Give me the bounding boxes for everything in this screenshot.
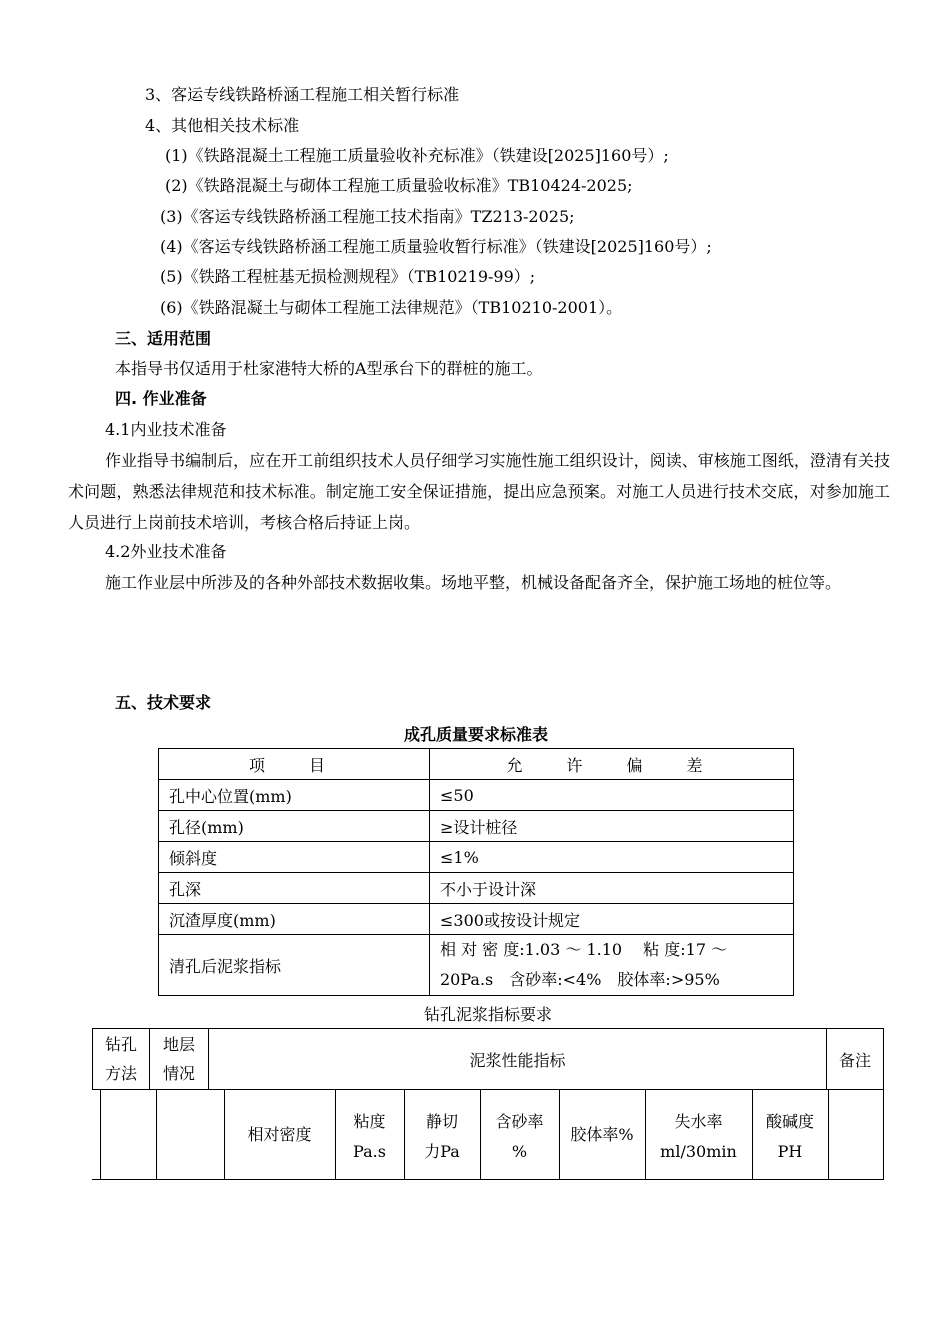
table-bottom-rule: [92, 1179, 884, 1180]
mud-index-table-header: [92, 1028, 884, 1090]
table-cell-item: 沉渣厚度(mm): [159, 904, 430, 935]
table-cell-value: [430, 935, 794, 996]
mud-index-line-1: 相 对 密 度:1.03 ～ 1.10 粘 度:17 ～: [440, 940, 728, 959]
standard-item-3: 3、客运专线铁路桥涵工程施工相关暂行标准: [145, 85, 460, 104]
table-cell-item: 清孔后泥浆指标: [159, 935, 430, 996]
table-1-title: 成孔质量要求标准表: [403, 725, 548, 744]
section-4-2-heading: 4.2外业技术准备: [105, 542, 227, 561]
note-header: 备注: [827, 1029, 884, 1090]
cell-divider: [156, 1089, 157, 1180]
section-4-heading: 四. 作业准备: [115, 389, 207, 408]
table-cell-item: 孔径(mm): [159, 811, 430, 842]
ph-header: 酸碱度 PH: [765, 1112, 814, 1161]
section-4-1-heading: 4.1内业技术准备: [105, 420, 227, 439]
table-row: [159, 842, 794, 873]
table-cell-item: 孔深: [159, 873, 430, 904]
standard-sub-1: (1)《铁路混凝土工程施工质量验收补充标准》（铁建设[2025]160号）;: [165, 146, 669, 165]
table-header-item: 项 目: [159, 749, 430, 780]
table-cell-item: 倾斜度: [159, 842, 430, 873]
viscosity-header: 粘度 Pa.s: [353, 1112, 386, 1161]
table-cell-value: ≤300或按设计规定: [430, 904, 794, 935]
section-3-heading: 三、适用范围: [115, 329, 212, 348]
table-cell-value: ≤50: [430, 780, 794, 811]
table-header-tolerance: 允 许 偏 差: [430, 749, 794, 780]
cell-divider: [883, 1089, 884, 1180]
density-header: 相对密度: [247, 1125, 312, 1144]
colloid-header: 胶体率%: [570, 1125, 634, 1144]
standard-sub-6: (6)《铁路混凝土与砌体工程施工法律规范》（TB10210-2001）。: [160, 298, 623, 317]
drill-method-header: 钻孔 方法: [93, 1029, 150, 1090]
mud-performance-header: 泥浆性能指标: [209, 1029, 827, 1090]
section-3-text: 本指导书仅适用于杜家港特大桥的A型承台下的群桩的施工。: [115, 359, 543, 378]
table-row: [159, 935, 794, 996]
section-4-2-text: 施工作业层中所涉及的各种外部技术数据收集。场地平整，机械设备配备齐全，保护施工场地的桩位等。: [105, 573, 842, 592]
table-cell-value: ≥设计桩径: [430, 811, 794, 842]
table-header-row: [159, 749, 794, 780]
standard-sub-5: (5)《铁路工程桩基无损检测规程》（TB10219-99）;: [160, 267, 536, 286]
strata-header: 地层 情况: [150, 1029, 209, 1090]
section-4-1-text: 作业指导书编制后，应在开工前组织技术人员仔细学习实施性施工组织设计，阅读、审核施工图纸，澄清有关技术问题，熟悉法律规范和技术标准。制定施工安全保证措施，提出应急预案。对施工人员进行技术交底，对参加施工人员进行上岗前技术培训，考核合格后持证上岗。: [68, 451, 890, 532]
standard-sub-3: (3)《客运专线铁路桥涵工程施工技术指南》TZ213-2025;: [160, 207, 575, 226]
table-cell-value: 不小于设计深: [430, 873, 794, 904]
table-row: [159, 873, 794, 904]
table-cell-item: 孔中心位置(mm): [159, 780, 430, 811]
table-2-title: 钻孔泥浆指标要求: [423, 1005, 552, 1024]
standard-item-4: 4、其他相关技术标准: [145, 116, 300, 135]
table-cell-value: ≤1%: [430, 842, 794, 873]
standard-sub-4: (4)《客运专线铁路桥涵工程施工质量验收暂行标准》（铁建设[2025]160号）;: [160, 237, 712, 256]
mud-subheader-row: [100, 1089, 884, 1180]
cell-divider: [828, 1089, 829, 1180]
sand-content-header: 含砂率 %: [495, 1112, 544, 1161]
cell-divider: [100, 1089, 101, 1180]
hole-quality-table: [158, 748, 794, 996]
shear-header: 静切 力Pa: [424, 1112, 460, 1161]
table-row: [159, 811, 794, 842]
section-5-heading: 五、技术要求: [115, 693, 212, 712]
standard-sub-2: (2)《铁路混凝土与砌体工程施工质量验收标准》TB10424-2025;: [165, 176, 633, 195]
mud-index-line-2: 20Pa.s 含砂率:<4% 胶体率:>95%: [440, 970, 720, 989]
water-loss-header: 失水率 ml/30min: [660, 1112, 737, 1161]
table-row: [159, 904, 794, 935]
table-row: [159, 780, 794, 811]
